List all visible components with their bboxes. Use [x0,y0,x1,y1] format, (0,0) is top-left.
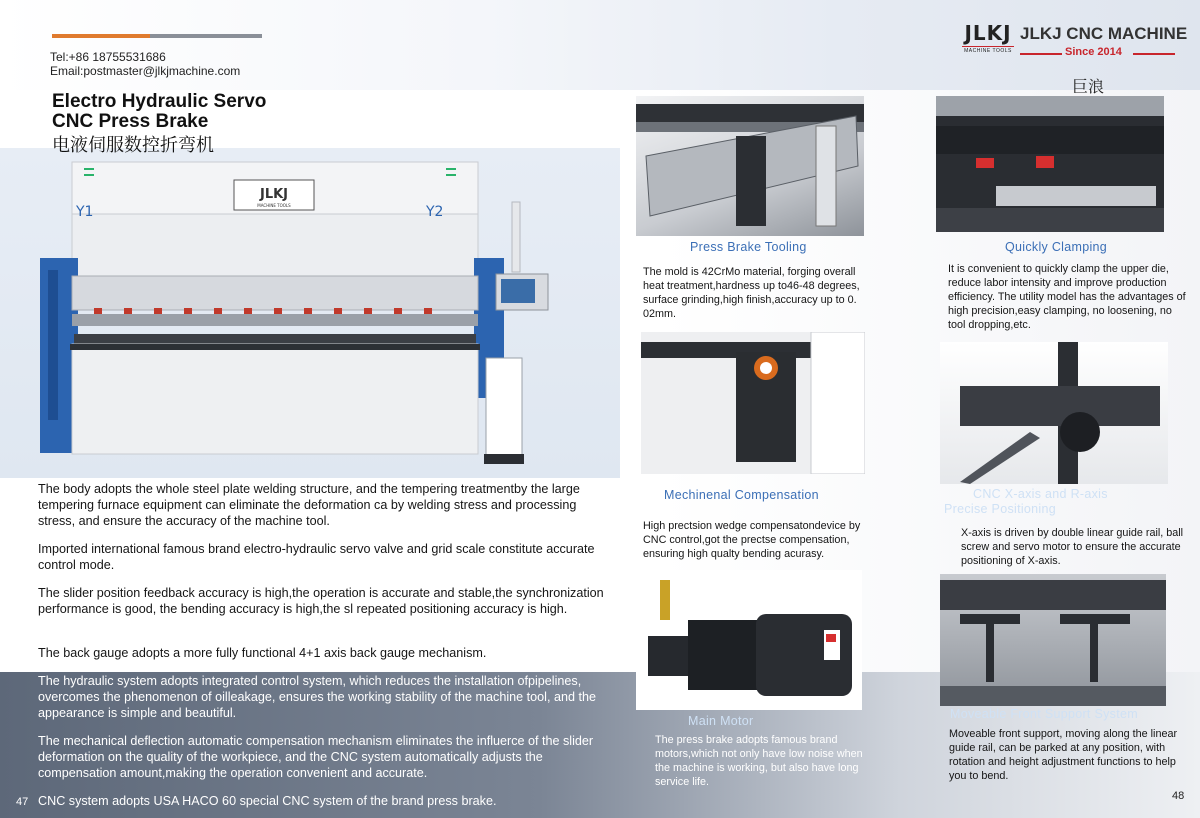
paragraph-back-gauge: The back gauge adopts a more fully functional 4+1 axis back gauge mechanism. [38,646,487,660]
since-rule-left [1020,53,1062,55]
accent-bar-orange [52,34,150,38]
clamping-photo [936,96,1164,232]
logo-rule [962,46,1014,47]
motor-illustration [636,570,862,710]
compensation-caption: Mechinenal Compensation [664,488,819,502]
machine-label-y2: Y2 [426,204,444,220]
tooling-caption: Press Brake Tooling [690,240,807,254]
motor-photo [636,570,862,710]
logo-subtext: MACHINE TOOLS [964,48,1012,54]
front-support-photo [940,574,1166,706]
paragraph-hydraulic-system: The hydraulic system adopts integrated control system, which reduces the installation ofpipelines, overcomes the phenomenon of oilleakage, ensures the working stability of the machine tool, and the appearance is simple and beautiful. [38,674,596,720]
accent-bar-gray [150,34,262,38]
page-title-line2: CNC Press Brake [52,111,209,132]
clamping-illustration [936,96,1164,232]
page-number-right: 48 [1172,790,1185,802]
machine-label-y1: Y1 [76,204,94,220]
compensation-description: High prectsion wedge compensatondevice by CNC control,got the prectse compensation, ensuring high qualty bending acurasy. [643,520,861,560]
compensation-photo [641,332,865,474]
xr-axis-illustration [940,342,1168,484]
paragraph-servo-valve: Imported international famous brand electro-hydraulic servo valve and grid scale constitute accurate control mode. [38,542,595,572]
motor-description: The press brake adopts famous brand motors,which not only have low noise when the machine is working, but also have long service life. [655,734,863,788]
clamping-caption: Quickly Clamping [1005,240,1108,254]
front-support-illustration [940,574,1166,706]
chinese-brand-mark: 巨浪 [1072,79,1105,96]
paragraph-slider-accuracy: The slider position feedback accuracy is high,the operation is accurate and stable,the synchronization performance is good, the bending accuracy is high,the sl repeated positioning accuracy is high. [38,586,604,616]
brand-name: JLKJ CNC MACHINE [1020,24,1188,43]
page-title-cn: 电液伺服数控折弯机 [52,135,214,155]
contact-tel: Tel:+86 18755531686 [50,50,166,64]
since-rule-right [1133,53,1175,55]
front-support-description: Moveable front support, moving along the linear guide rail, can be parked at any position, with rotation and height adjustment functions to help you to bend. [949,728,1178,782]
tooling-illustration [636,96,864,236]
motor-caption: Main Motor [688,714,754,728]
page-title-line1: Electro Hydraulic Servo [52,91,267,112]
press-brake-machine-image [34,158,558,473]
machine-plate-letters: JLKJ [259,187,289,202]
clamping-description: It is convenient to quickly clamp the upper die, reduce labor intensity and improve production efficiency. The utility model has the advantages of high precision,easy clamping, no loosening, no tool dropping,etc. [948,263,1186,331]
jlkj-logo [960,22,1016,56]
brand-since: Since 2014 [1065,46,1122,58]
tooling-description: The mold is 42CrMo material, forging overall heat treatment,hardness up to46-48 degrees, surface grinding,high finish,accuracy up to 0. 02mm. [643,266,860,320]
xr-axis-caption-line1: CNC X-axis and R-axis [973,487,1108,501]
tooling-photo [636,96,864,236]
xr-axis-description: X-axis is driven by double linear guide rail, ball screw and servo motor to ensure the accurate positioning of X-axis. [961,527,1184,567]
paragraph-deflection-compensation: The mechanical deflection automatic compensation mechanism eliminates the influerce of the slider deformation on the quality of the workpiece, and the CNC system automatically adjusts the compensation amount,making the operation convenient and accurate. [38,734,594,780]
paragraph-body-structure: The body adopts the whole steel plate welding structure, and the tempering treatmentby the large tempering furnace equipment can eliminate the deformation ca by welding stress and processing stress, and ensure the accuracy of the machine tool. [38,482,580,528]
xr-axis-photo [940,342,1168,484]
xr-axis-caption-line2: Precise Positioning [944,502,1057,516]
paragraph-cnc-system: CNC system adopts USA HACO 60 special CNC system of the brand press brake. [38,794,497,808]
compensation-illustration [641,332,865,474]
front-support-caption: Moveable Front Support System [950,707,1138,721]
page-number-left: 47 [16,796,29,808]
machine-plate-sub: MACHINE TOOLS [257,203,291,208]
contact-email: Email:postmaster@jlkjmachine.com [50,64,241,78]
logo-letters: JLKJ [964,21,1012,45]
